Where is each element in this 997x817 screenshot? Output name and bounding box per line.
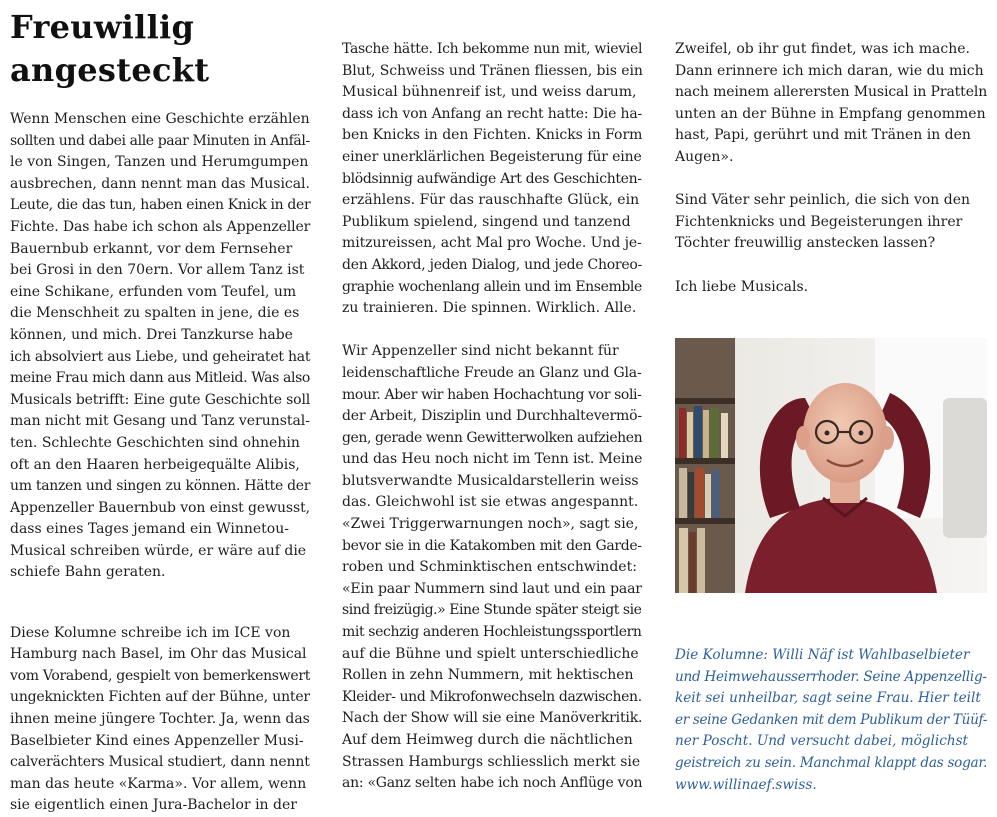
text-line: mour. Aber wir haben Hochachtung vor soli- [342, 386, 642, 403]
text-line: leidenschaftliche Freude an Glanz und Gla- [342, 364, 642, 381]
text-line: einer unerklärlichen Begeisterung für eine [342, 148, 642, 165]
text-line: Strassen Hamburgs schliesslich merkt sie [342, 753, 641, 770]
text-line: geistreich zu sein. Manchmal klappt das sogar. [675, 754, 988, 771]
text-line: dass eines Tages jemand ein Winnetou- [10, 521, 289, 538]
text-line: Ich liebe Musicals. [675, 278, 809, 295]
author-caption [675, 645, 987, 796]
text-line: die Menschheit zu spalten in jene, die es [10, 305, 300, 322]
text-line: Dann erinnere ich mich daran, wie du mich [675, 62, 984, 79]
text-line: ten. Schlechte Geschichten sind ohnehin [10, 434, 300, 451]
text-line: eine Schikane, erfunden vom Teufel, um [10, 283, 297, 300]
text-line: erzählens. Für das rauschhafte Glück, ein [342, 192, 640, 209]
text-line: mitzureissen, acht Mal pro Woche. Und je- [342, 235, 642, 252]
text-line: Musical schreiben würde, er wäre auf die [10, 542, 307, 559]
text-line: vom Vorabend, gespielt von bemerkenswert [10, 667, 311, 684]
text-line: gen, gerade wenn Gewitterwolken aufziehen [342, 429, 643, 446]
title-line: Freuwillig [10, 8, 195, 46]
text-line: man das heute «Karma». Vor allem, wenn [10, 775, 307, 792]
column-1 [10, 0, 310, 817]
text-line: Fichtenknicks und Begeisterungen ihrer [675, 213, 963, 230]
text-line: Leute, die das tun, haben einen Knick in der [10, 197, 311, 214]
article-title [10, 6, 310, 92]
text-line: können, und mich. Drei Tanzkurse habe [10, 326, 293, 343]
text-line: mit sechzig anderen Hochleistungssportlern [342, 624, 642, 641]
text-line: ungeknickten Fichten auf der Bühne, unter [10, 689, 310, 706]
text-line: der Arbeit, Disziplin und Durchhaltevermö- [342, 408, 642, 425]
text-line: graphie wochenlang allein und im Ensemble [342, 278, 642, 295]
text-line: er seine Gedanken mit dem Publikum der Tüüf- [675, 711, 987, 728]
text-line: Wir Appenzeller sind nicht bekannt für [342, 343, 619, 360]
text-line: hast, Papi, gerührt und mit Tränen in den [675, 127, 971, 144]
column-2 [342, 0, 642, 795]
author-photo [675, 338, 987, 593]
text-line: und Heimwehausserrhoder. Seine Appenzellig- [675, 668, 987, 685]
text-line: Sind Väter sehr peinlich, die sich von den [675, 192, 971, 209]
text-line: Bauernbub erkannt, vor dem Fernseher [10, 240, 293, 257]
text-line: nach meinem allerersten Musical in Pratteln [675, 84, 988, 101]
text-line: schiefe Bahn geraten. [10, 564, 166, 581]
text-line: Appenzeller Bauernbub von einst gewusst, [10, 499, 310, 516]
text-line: oft an den Haaren herbeigequälte Alibis, [10, 456, 300, 473]
text-line: «Ein paar Nummern sind laut und ein paar [342, 580, 642, 597]
text-line: Musical bühnenreif ist, und weiss darum, [342, 84, 637, 101]
text-line: zu trainieren. Die spinnen. Wirklich. Alle. [342, 300, 637, 317]
text-line: unten an der Bühne in Empfang genommen [675, 105, 986, 122]
text-line: Tasche hätte. Ich bekomme nun mit, wieviel [342, 41, 643, 57]
text-line: ihnen meine jüngere Tochter. Ja, wenn das [10, 711, 310, 728]
text-line: keit sei unheilbar, sagt seine Frau. Hier teilt [675, 690, 981, 707]
text-line: und das Heu noch nicht im Tenn ist. Meine [342, 451, 643, 468]
text-line: Rollen in zehn Nummern, mit hektischen [342, 667, 634, 684]
text-line: Publikum spielend, singend und tanzend [342, 213, 631, 230]
text-line: meine Frau mich dann aus Mitleid. Was also [10, 370, 310, 387]
text-line: Musicals betrifft: Eine gute Geschichte soll [10, 391, 311, 408]
text-line: sie eigentlich einen Jura-Bachelor in der [10, 797, 297, 814]
text-line: Diese Kolumne schreibe ich im ICE von [10, 624, 291, 641]
text-line: Baselbieter Kind eines Appenzeller Musi- [10, 732, 304, 749]
paragraph [675, 277, 987, 299]
paragraph [342, 341, 642, 794]
text-line: calverächters Musical studiert, dann nennt [10, 754, 310, 771]
text-line: bevor sie in die Katakomben mit den Garde- [342, 537, 642, 554]
text-line: an: «Ganz selten habe ich noch Anflüge von [342, 775, 643, 792]
text-line: blutsverwandte Musicaldarstellerin weiss [342, 472, 639, 489]
text-line: www.willinaef.swiss. [675, 776, 817, 793]
paragraph [675, 190, 987, 255]
text-line: ausbrechen, dann nennt man das Musical. [10, 175, 310, 192]
text-line: Nach der Show will sie eine Manöverkritik. [342, 710, 643, 727]
title-line: angesteckt [10, 51, 210, 89]
text-line: Fichte. Das habe ich schon als Appenzeller [10, 218, 311, 235]
text-line: ben Knicks in den Fichten. Knicks in Form [342, 127, 643, 144]
text-line: Augen». [675, 148, 734, 165]
paragraph [342, 39, 642, 320]
text-line: den Akkord, jeden Dialog, und jede Choreo- [342, 256, 642, 273]
text-line: um tanzen und singen zu können. Hätte der [10, 478, 311, 495]
text-line: ner Poscht. Und versucht dabei, möglichst [675, 733, 969, 750]
paragraph [675, 39, 987, 169]
text-line: «Zwei Triggerwarnungen noch», sagt sie, [342, 516, 639, 533]
column-3 [675, 0, 987, 298]
text-line: roben und Schminktischen entschwindet: [342, 559, 637, 576]
text-line: auf die Bühne und spielt unterschiedliche [342, 645, 639, 662]
text-line: Kleider- und Mikrofonwechseln dazwischen. [342, 688, 642, 705]
text-line: ich absolviert aus Liebe, und geheiratet hat [10, 348, 311, 365]
text-line: Töchter freuwillig anstecken lassen? [675, 235, 936, 252]
text-line: Hamburg nach Basel, im Ohr das Musical [10, 646, 307, 663]
text-line: dass ich von Anfang an recht hatte: Die ha- [342, 105, 643, 122]
text-line: Wenn Menschen eine Geschichte erzählen [10, 111, 310, 127]
text-line: sind freizügig.» Eine Stunde später steigt sie [342, 602, 642, 619]
paragraph [10, 623, 310, 817]
text-line: blödsinnig aufwändige Art des Geschichten- [342, 170, 642, 187]
text-line: Blut, Schweiss und Tränen fliessen, bis ein [342, 62, 643, 79]
text-line: Auf dem Heimweg durch die nächtlichen [342, 732, 633, 748]
text-line: Die Kolumne: Willi Näf ist Wahlbaselbieter [675, 647, 970, 663]
text-line: das. Gleichwohl ist sie etwas angespannt. [342, 494, 639, 511]
paragraph [10, 109, 310, 584]
text-line: le von Singen, Tanzen und Herumgumpen [10, 154, 309, 171]
text-line: sollten und dabei alle paar Minuten in Anfäl- [10, 132, 310, 149]
text-line: Zweifel, ob ihr gut findet, was ich mache. [675, 41, 970, 57]
text-line: man nicht mit Gesang und Tanz verunstal- [10, 413, 310, 430]
text-line: bei Grosi in den 70ern. Vor allem Tanz ist [10, 262, 305, 279]
author-portrait-image [675, 338, 987, 593]
